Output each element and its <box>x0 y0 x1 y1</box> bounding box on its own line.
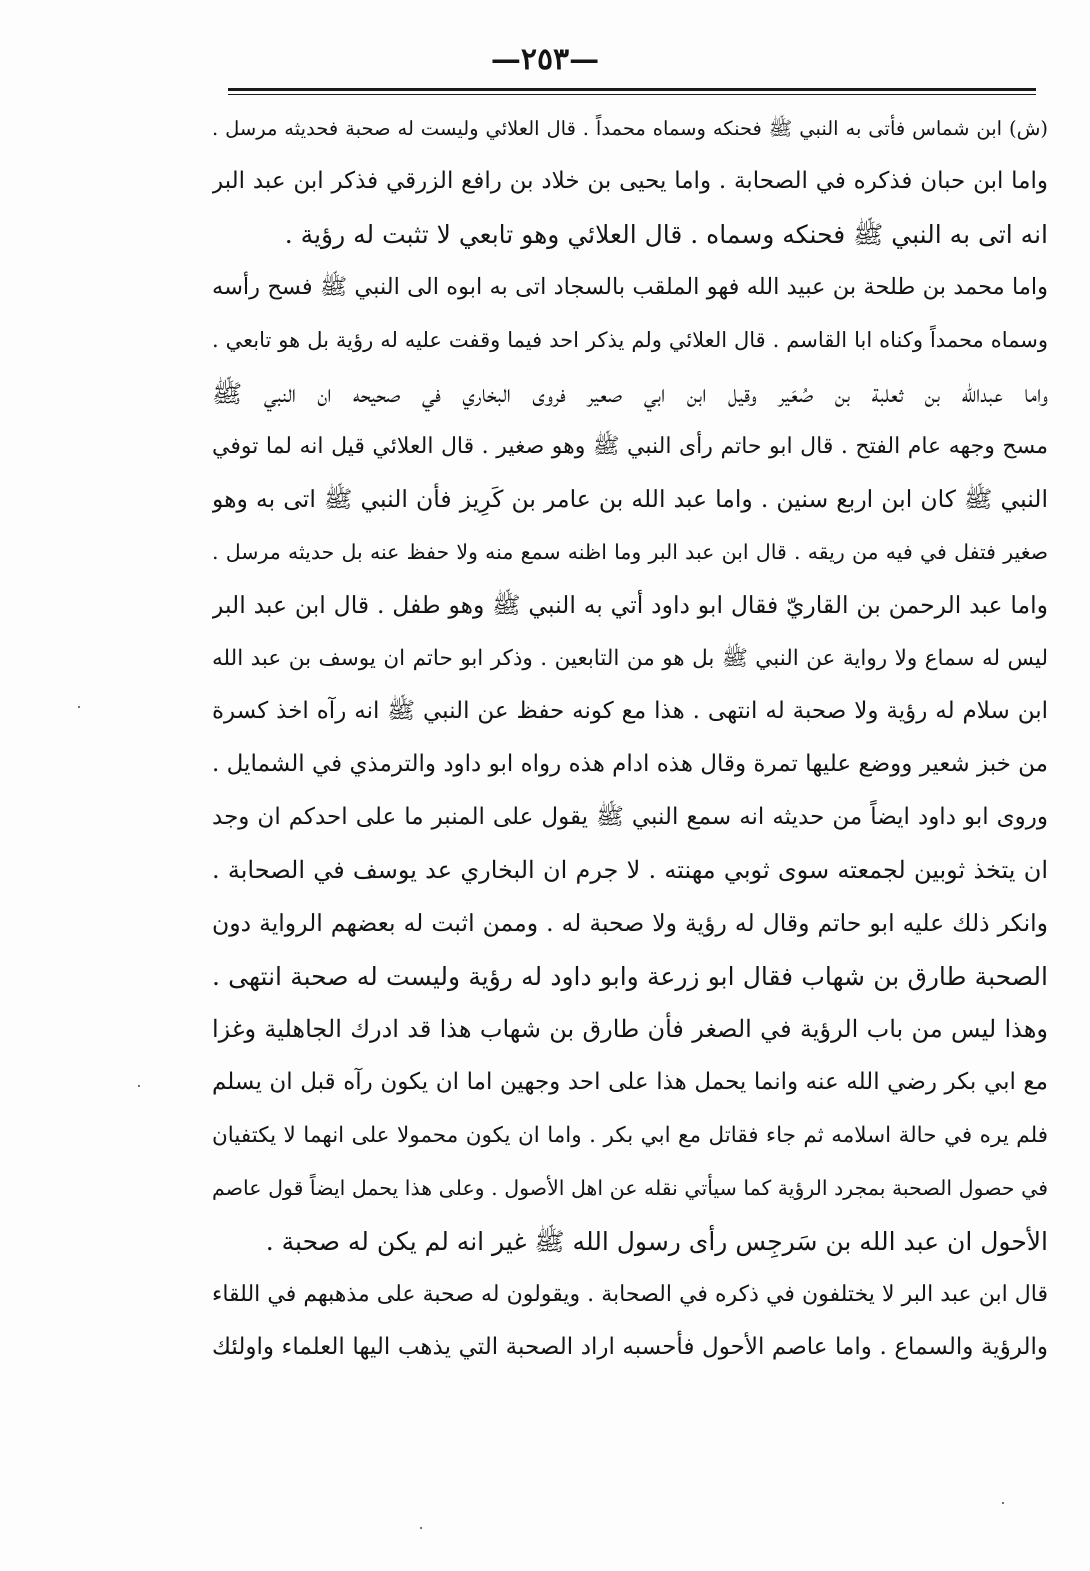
header-rule-thick <box>228 88 1036 91</box>
text-line: ابن سلام له رؤية ولا صحبة له انتهى . هذا مع كونه حفظ عن النبي ﷺ انه رآه اخذ كسرة <box>212 698 1048 724</box>
text-line: واما عبد الرحمن بن القاريّ فقال ابو داود أتي به النبي ﷺ وهو طفل . قال ابن عبد البر <box>212 591 1048 619</box>
text-line: ان يتخذ ثوبين لجمعته سوى ثوبي مهنته . لا جرم ان البخاري عد يوسف في الصحابة . <box>212 856 1048 884</box>
text-line: وانكر ذلك عليه ابو حاتم وقال له رؤية ولا صحبة له . وممن اثبت له بعضهم الرواية دون <box>212 909 1048 937</box>
body-text <box>212 102 1048 1374</box>
text-line: فلم يره في حالة اسلامه ثم جاء فقاتل مع ابي بكر . واما ان يكون محمولا على انهما لا يكتفيان <box>212 1123 1048 1148</box>
text-line: انه اتى به النبي ﷺ فحنكه وسماه . قال العلائي وهو تابعي لا تثبت له رؤية . <box>284 220 1048 249</box>
text-line: في حصول الصحبة بمجرد الرؤية كما سيأتي نقله عن اهل الأصول . وعلى هذا يحمل ايضاً قول عاصم <box>212 1176 1048 1200</box>
text-line: مسح وجهه عام الفتح . قال ابو حاتم رأى النبي ﷺ وهو صغير . قال العلائي قيل انه لما توفي <box>212 434 1048 459</box>
text-line: وروى ابو داود ايضاً من حديثه انه سمع النبي ﷺ يقول على المنبر ما على احدكم ان وجد <box>212 804 1048 830</box>
scan-speck <box>420 1527 422 1529</box>
scan-speck <box>138 1085 140 1087</box>
text-line: وسماه محمداً وكناه ابا القاسم . قال العلائي ولم يذكر احد فيما وقفت عليه له رؤية بل هو تابعي . <box>212 328 1048 352</box>
scan-speck <box>78 706 80 708</box>
text-line: وهذا ليس من باب الرؤية في الصغر فأن طارق بن شهاب هذا قد ادرك الجاهلية وغزا <box>212 1015 1048 1043</box>
text-line: صغير فتفل في فيه من ريقه . قال ابن عبد البر وما اظنه سمع منه ولا حفظ عنه بل حديثه مرسل . <box>212 540 1048 564</box>
text-line: مع ابي بكر رضي الله عنه وانما يحمل هذا على احد وجهين اما ان يكون رآه قبل ان يسلم <box>212 1069 1048 1095</box>
page-number: —٢٥٣— <box>490 42 600 77</box>
text-line: والرؤية والسماع . واما عاصم الأحول فأحسبه اراد الصحبة التي يذهب اليها العلماء واولئك <box>212 1334 1048 1360</box>
text-line: واما ابن حبان فذكره في الصحابة . واما يحيى بن خلاد بن رافع الزرقي فذكر ابن عبد البر <box>212 168 1048 194</box>
text-line: من خبز شعير ووضع عليها تمرة وقال هذه ادام هذه رواه ابو داود والترمذي في الشمايل . <box>212 751 1048 777</box>
scan-speck <box>1002 1502 1004 1504</box>
text-line: ليس له سماع ولا رواية عن النبي ﷺ بل هو من التابعين . وذكر ابو حاتم ان يوسف بن عبد الله <box>212 646 1048 671</box>
text-line: الصحبة طارق بن شهاب فقال ابو زرعة وابو داود له رؤية وليست له صحبة انتهى . <box>212 962 1048 991</box>
text-line: واما محمد بن طلحة بن عبيد الله فهو الملقب بالسجاد اتى به ابوه الى النبي ﷺ فسح رأسه <box>212 274 1048 300</box>
text-line: النبي ﷺ كان ابن اربع سنين . واما عبد الله بن عامر بن كَرِيز فأن النبي ﷺ اتى به وهو <box>212 485 1048 513</box>
text-line: الأحول ان عبد الله بن سَرجِس رأى رسول الله ﷺ غير انه لم يكن له صحبة . <box>265 1227 1048 1256</box>
text-line: قال ابن عبد البر لا يختلفون في ذكره في الصحابة . ويقولون له صحبة على مذهبهم في اللقاء <box>212 1282 1048 1307</box>
text-line: (ش) ابن شماس فأتى به النبي ﷺ فحنكه وسماه محمداً . قال العلائي وليست له صحبة فحديثه مرسل . <box>212 117 1048 140</box>
text-line: واما عبدالله بن ثعلبة بن صُعَير وقيل ابن ابي صعير فروى البخاري في صحيحه ان النبي ﷺ <box>212 379 1048 408</box>
header-rule-thin <box>228 94 1036 95</box>
